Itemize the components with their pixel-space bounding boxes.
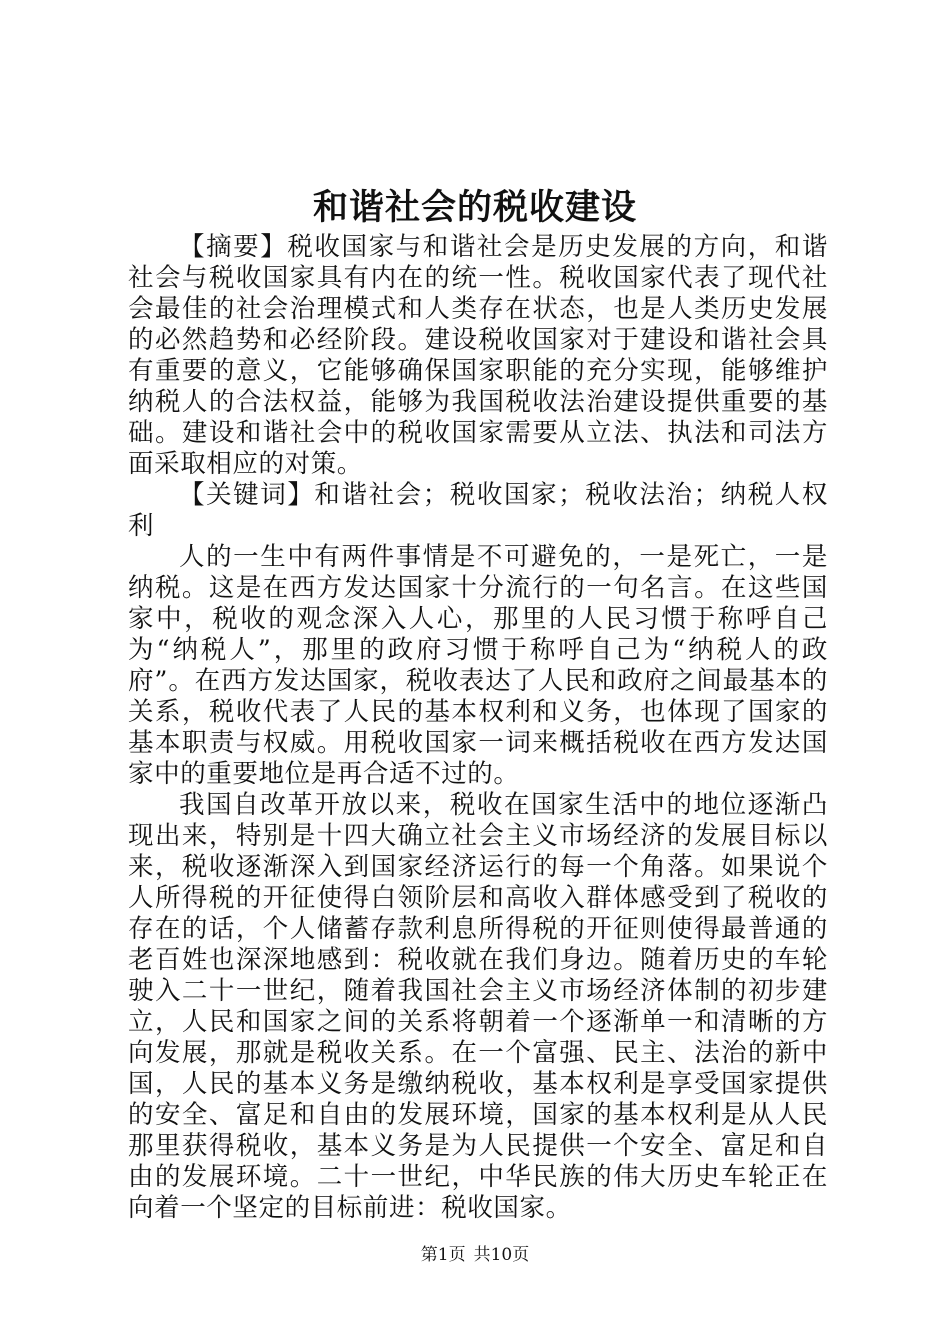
document-title: 和谐社会的税收建设 <box>312 187 637 228</box>
keywords-paragraph: 【关键词】和谐社会；税收国家；税收法治；纳税人权利 <box>128 480 828 541</box>
body-paragraph: 我国自改革开放以来，税收在国家生活中的地位逐渐凸现出来，特别是十四大确立社会主义市场经济的发展目标以来，税收逐渐深入到国家经济运行的每一个角落。如果说个人所得税的开征使得白领阶层和高收入群体感受到了税收的存在的话，个人储蓄存款利息所得税的开征则使得最普通的老百姓也深深地感到：税收就在我们身边。随着历史的车轮驶入二十一世纪，随着我国社会主义市场经济体制的初步建立，人民和国家之间的关系将朝着一个逐渐单一和清晰的方向发展，那就是税收关系。在一个富强、民主、法治的新中国，人民的基本义务是缴纳税收，基本权利是享受国家提供的安全、富足和自由的发展环境，国家的基本权利是从人民那里获得税收，基本义务是为人民提供一个安全、富足和自由的发展环境。二十一世纪，中华民族的伟大历史车轮正在向着一个坚定的目标前进：税收国家。 <box>128 790 828 1223</box>
body-paragraph: 人的一生中有两件事情是不可避免的，一是死亡，一是纳税。这是在西方发达国家十分流行的一句名言。在这些国家中，税收的观念深入人心，那里的人民习惯于称呼自己为“纳税人”，那里的政府习惯于称呼自己为“纳税人的政府”。在西方发达国家，税收表达了人民和政府之间最基本的关系，税收代表了人民的基本权利和义务，也体现了国家的基本职责与权威。用税收国家一词来概括税收在西方发达国家中的重要地位是再合适不过的。 <box>128 542 828 789</box>
page-footer <box>0 1243 950 1267</box>
abstract-paragraph: 【摘要】税收国家与和谐社会是历史发展的方向，和谐社会与税收国家具有内在的统一性。税收国家代表了现代社会最佳的社会治理模式和人类存在状态，也是人类历史发展的必然趋势和必经阶段。建设税收国家对于建设和谐社会具有重要的意义，它能够确保国家职能的充分实现，能够维护纳税人的合法权益，能够为我国税收法治建设提供重要的基础。建设和谐社会中的税收国家需要从立法、执法和司法方面采取相应的对策。 <box>128 232 828 479</box>
page-total: 共10页 <box>473 1245 530 1265</box>
document-body <box>128 232 828 1224</box>
page-number: 第1页 <box>420 1245 466 1265</box>
